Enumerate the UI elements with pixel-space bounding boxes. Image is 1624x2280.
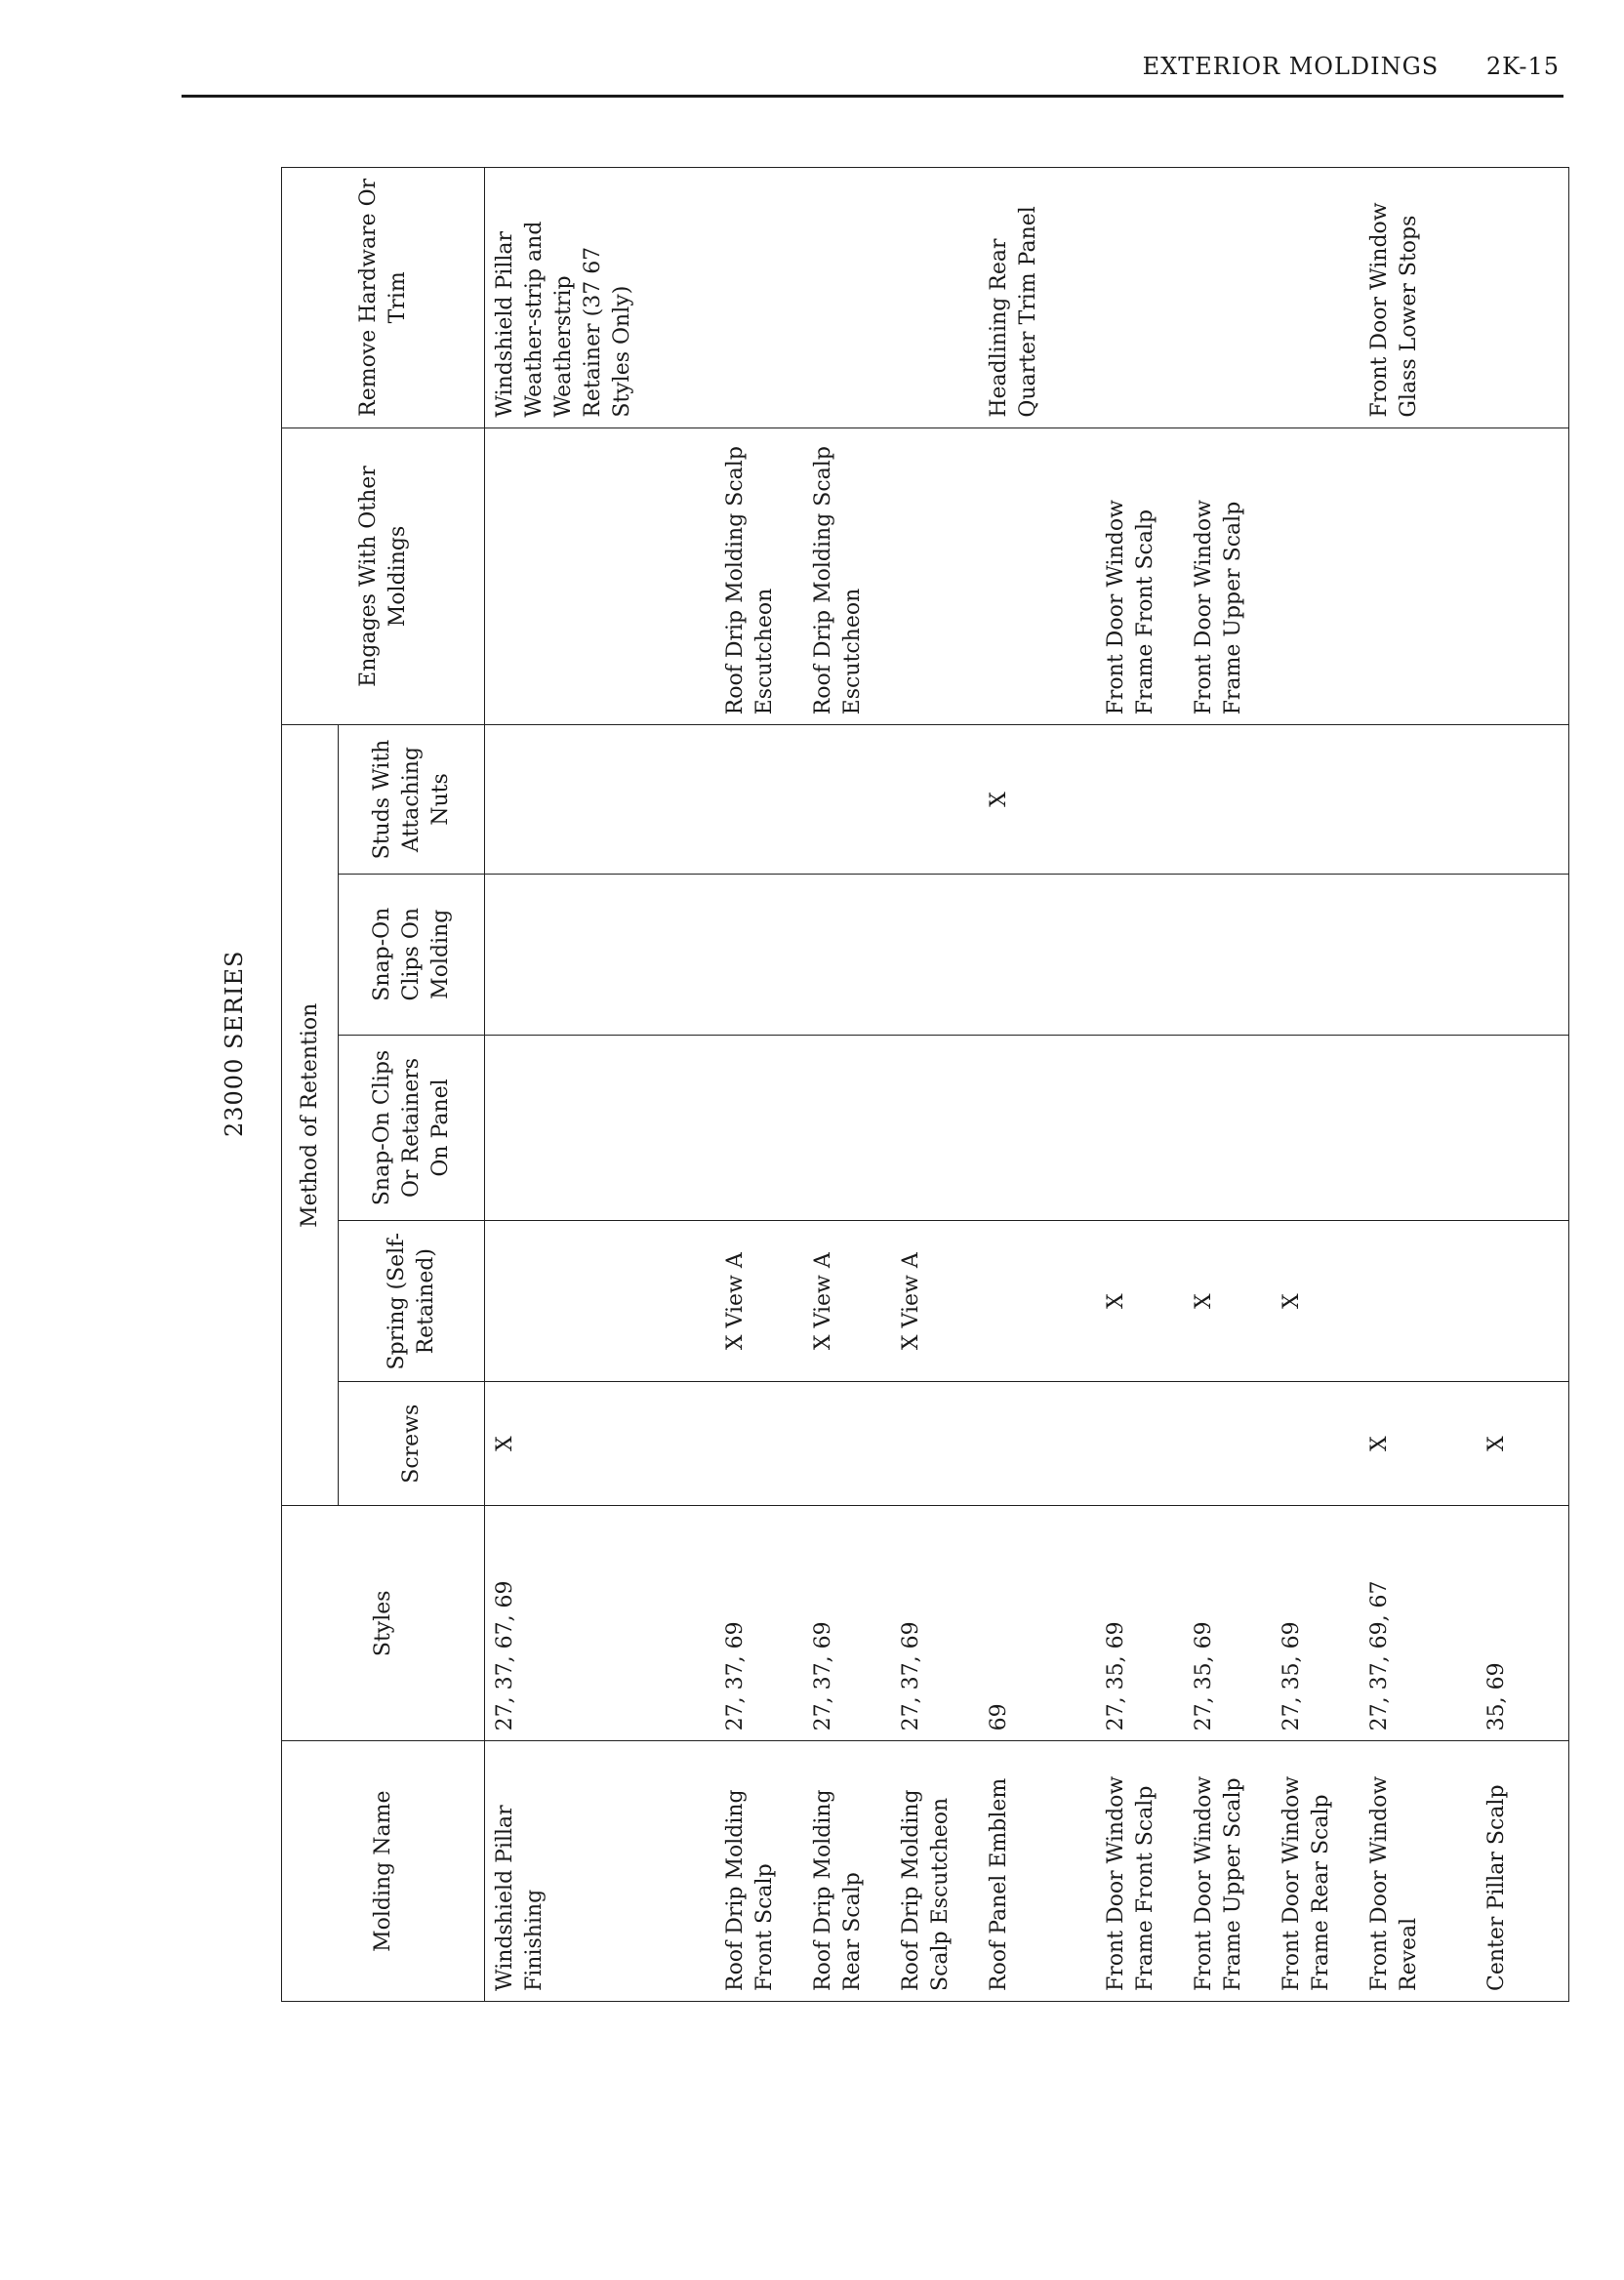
- cell-styles: 27, 37, 69: [715, 1506, 803, 1741]
- table-row: [803, 168, 891, 2002]
- cell-styles: 27, 35, 69: [1184, 1506, 1272, 1741]
- header-engages: Engages With Other Moldings: [282, 428, 485, 725]
- cell-name: Roof Panel Emblem: [979, 1741, 1096, 2002]
- cell-remove: Front Door Window Glass Lower Stops: [1360, 168, 1477, 428]
- cell-snap-panel: [1272, 1035, 1360, 1220]
- header-studs: Studs With Attaching Nuts: [339, 725, 485, 874]
- header-method-of-retention: Method of Retention: [282, 725, 339, 1506]
- series-label: 23000 SERIES: [221, 950, 248, 1137]
- cell-remove: [1096, 168, 1184, 428]
- table-row: [891, 168, 979, 2002]
- cell-remove: [1272, 168, 1360, 428]
- cell-spring: X: [1184, 1221, 1272, 1382]
- cell-name: Roof Drip Molding Scalp Escutcheon: [891, 1741, 979, 2002]
- cell-snap-molding: [1096, 874, 1184, 1035]
- cell-engages: Roof Drip Molding Scalp Escutcheon: [803, 428, 891, 725]
- table-row: [1096, 168, 1184, 2002]
- cell-snap-molding: [1272, 874, 1360, 1035]
- cell-spring: [1477, 1221, 1569, 1382]
- cell-engages: [485, 428, 715, 725]
- cell-snap-panel: [715, 1035, 803, 1220]
- cell-studs: [715, 725, 803, 874]
- cell-studs: [1360, 725, 1477, 874]
- cell-remove: [1184, 168, 1272, 428]
- cell-spring: [1360, 1221, 1477, 1382]
- cell-screws: [891, 1382, 979, 1506]
- cell-spring: [979, 1221, 1096, 1382]
- cell-snap-molding: [803, 874, 891, 1035]
- cell-styles: 27, 35, 69: [1272, 1506, 1360, 1741]
- cell-studs: [1477, 725, 1569, 874]
- cell-styles: 35, 69: [1477, 1506, 1569, 1741]
- cell-name: Windshield Pillar Finishing: [485, 1741, 715, 2002]
- header-spring: Spring (Self-Retained): [339, 1221, 485, 1382]
- cell-name: Roof Drip Molding Front Scalp: [715, 1741, 803, 2002]
- cell-screws: [1096, 1382, 1184, 1506]
- cell-engages: [1272, 428, 1360, 725]
- cell-styles: 27, 37, 69, 67: [1360, 1506, 1477, 1741]
- cell-screws: [803, 1382, 891, 1506]
- cell-name: Front Door Window Frame Rear Scalp: [1272, 1741, 1360, 2002]
- molding-table: [281, 167, 1569, 2002]
- cell-snap-molding: [1360, 874, 1477, 1035]
- cell-screws: [715, 1382, 803, 1506]
- cell-studs: [1096, 725, 1184, 874]
- molding-table-rotated: [281, 167, 1569, 2002]
- cell-snap-panel: [1096, 1035, 1184, 1220]
- cell-snap-molding: [485, 874, 715, 1035]
- cell-snap-molding: [1477, 874, 1569, 1035]
- table-row: [1272, 168, 1360, 2002]
- cell-name: Center Pillar Scalp: [1477, 1741, 1569, 2002]
- cell-remove: [891, 168, 979, 428]
- cell-studs: [1184, 725, 1272, 874]
- header-screws: Screws: [339, 1382, 485, 1506]
- header-snap-molding: Snap-On Clips On Molding: [339, 874, 485, 1035]
- cell-screws: [1184, 1382, 1272, 1506]
- cell-engages: [891, 428, 979, 725]
- cell-snap-panel: [1477, 1035, 1569, 1220]
- cell-styles: 27, 37, 69: [891, 1506, 979, 1741]
- cell-engages: Roof Drip Molding Scalp Escutcheon: [715, 428, 803, 725]
- cell-studs: [1272, 725, 1360, 874]
- cell-studs: X: [979, 725, 1096, 874]
- cell-spring: X View A: [715, 1221, 803, 1382]
- cell-snap-panel: [803, 1035, 891, 1220]
- cell-screws: X: [1360, 1382, 1477, 1506]
- cell-snap-panel: [1184, 1035, 1272, 1220]
- cell-name: Front Door Window Frame Upper Scalp: [1184, 1741, 1272, 2002]
- cell-studs: [891, 725, 979, 874]
- cell-styles: 27, 35, 69: [1096, 1506, 1184, 1741]
- cell-studs: [485, 725, 715, 874]
- cell-name: Roof Drip Molding Rear Scalp: [803, 1741, 891, 2002]
- cell-spring: X View A: [891, 1221, 979, 1382]
- cell-engages: Front Door Window Frame Upper Scalp: [1184, 428, 1272, 725]
- cell-snap-panel: [1360, 1035, 1477, 1220]
- header-rule: [182, 95, 1563, 98]
- cell-snap-molding: [715, 874, 803, 1035]
- cell-spring: X: [1272, 1221, 1360, 1382]
- cell-styles: 27, 37, 67, 69: [485, 1506, 715, 1741]
- cell-remove: Headlining Rear Quarter Trim Panel: [979, 168, 1096, 428]
- cell-screws: [979, 1382, 1096, 1506]
- section-title: EXTERIOR MOLDINGS: [1142, 53, 1440, 80]
- table-row: [715, 168, 803, 2002]
- cell-spring: [485, 1221, 715, 1382]
- cell-spring: X: [1096, 1221, 1184, 1382]
- cell-styles: 69: [979, 1506, 1096, 1741]
- cell-spring: X View A: [803, 1221, 891, 1382]
- page-number: 2K-15: [1485, 53, 1560, 80]
- table-row: [1360, 168, 1477, 2002]
- cell-engages: [1360, 428, 1477, 725]
- cell-styles: 27, 37, 69: [803, 1506, 891, 1741]
- cell-studs: [803, 725, 891, 874]
- header-styles: Styles: [282, 1506, 485, 1741]
- cell-name: Front Door Window Reveal: [1360, 1741, 1477, 2002]
- table-row: [485, 168, 715, 2002]
- cell-screws: [1272, 1382, 1360, 1506]
- cell-remove: Windshield Pillar Weather-strip and Weatherstrip Retainer (37 67 Styles Only): [485, 168, 715, 428]
- cell-remove: [803, 168, 891, 428]
- cell-name: Front Door Window Frame Front Scalp: [1096, 1741, 1184, 2002]
- header-remove: Remove Hardware Or Trim: [282, 168, 485, 428]
- cell-snap-molding: [979, 874, 1096, 1035]
- cell-snap-panel: [891, 1035, 979, 1220]
- cell-engages: [1477, 428, 1569, 725]
- table-row: [979, 168, 1096, 2002]
- cell-snap-molding: [1184, 874, 1272, 1035]
- page-header: [1143, 53, 1560, 80]
- table-row: [1477, 168, 1569, 2002]
- cell-engages: [979, 428, 1096, 725]
- table-row: [1184, 168, 1272, 2002]
- cell-engages: Front Door Window Frame Front Scalp: [1096, 428, 1184, 725]
- cell-snap-molding: [891, 874, 979, 1035]
- cell-snap-panel: [485, 1035, 715, 1220]
- header-molding-name: Molding Name: [282, 1741, 485, 2002]
- cell-screws: X: [485, 1382, 715, 1506]
- cell-remove: [715, 168, 803, 428]
- header-snap-panel: Snap-On Clips Or Retainers On Panel: [339, 1035, 485, 1220]
- cell-remove: [1477, 168, 1569, 428]
- cell-screws: X: [1477, 1382, 1569, 1506]
- cell-snap-panel: [979, 1035, 1096, 1220]
